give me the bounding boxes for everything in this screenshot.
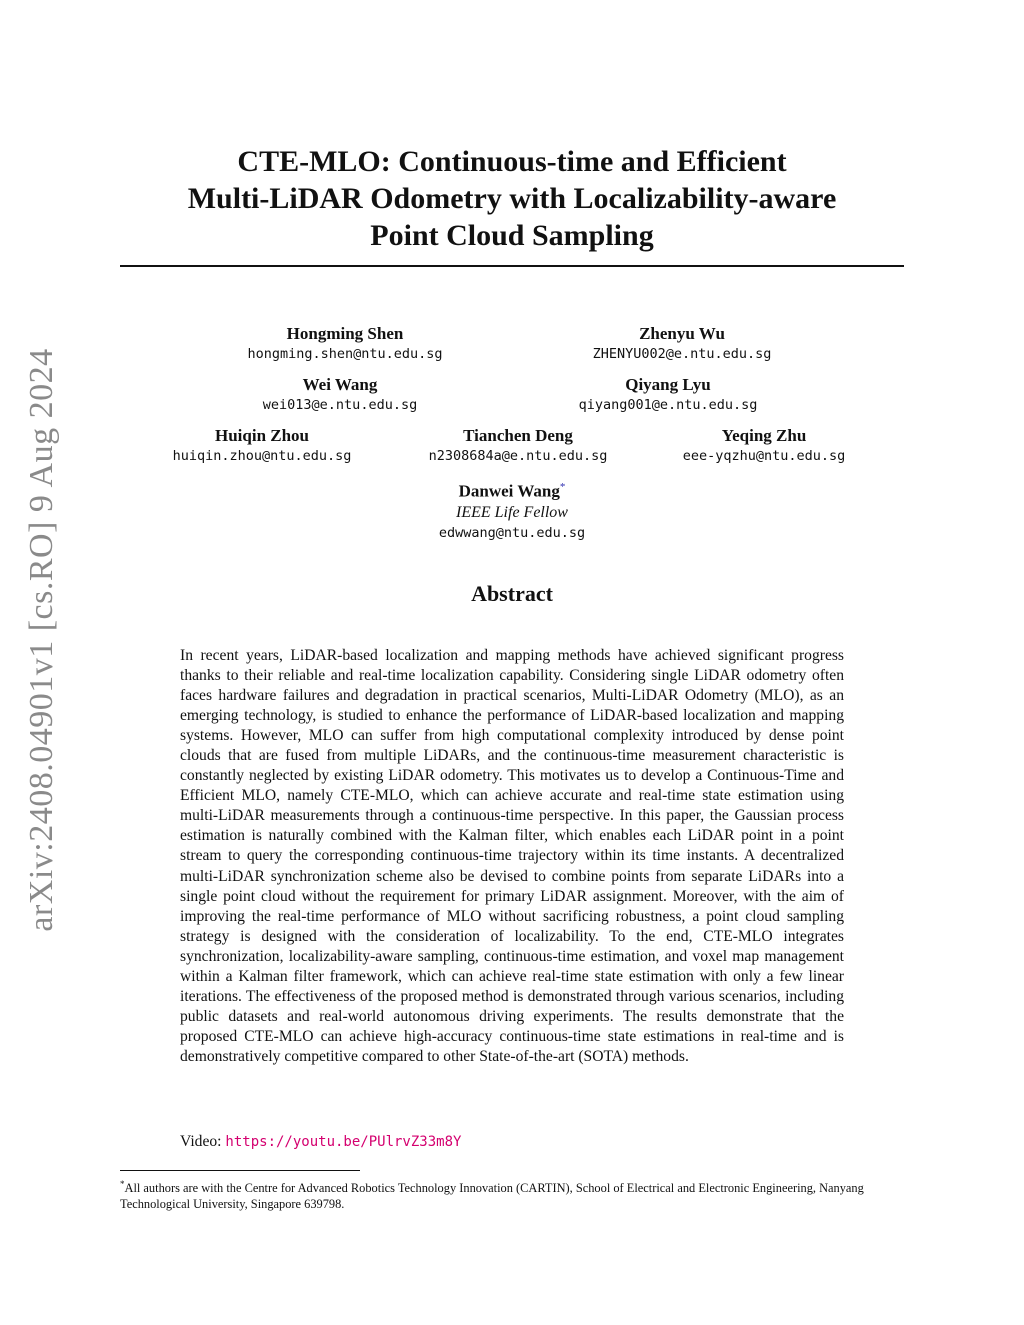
author-name: Hongming Shen xyxy=(286,324,404,343)
footnote-marker: * xyxy=(120,1179,125,1189)
arxiv-stamp-text: arXiv:2408.04901v1 [cs.RO] 9 Aug 2024 xyxy=(23,348,60,932)
footnote-text: All authors are with the Centre for Advanced Robotics Technology Innovation (CARTIN), School of Electrical and Electronic Engineering, Nanyang Technological University, Singapore 639798. xyxy=(120,1181,864,1212)
video-link-line xyxy=(180,1133,461,1151)
author-block xyxy=(112,426,412,467)
author-email[interactable]: qiyang001@e.ntu.edu.sg xyxy=(578,397,758,413)
author-name: Yeqing Zhu xyxy=(721,426,807,445)
author-name: Qiyang Lyu xyxy=(625,375,711,394)
author-block xyxy=(518,375,818,416)
author-email[interactable]: hongming.shen@ntu.edu.sg xyxy=(247,346,443,362)
author-name: Huiqin Zhou xyxy=(214,426,310,445)
author-block xyxy=(195,324,495,365)
video-link[interactable]: https://youtu.be/PUlrvZ33m8Y xyxy=(225,1134,462,1150)
author-block xyxy=(362,477,662,544)
author-block xyxy=(532,324,832,365)
author-name xyxy=(362,477,662,502)
author-block xyxy=(614,426,914,467)
footnote-marker[interactable]: * xyxy=(559,481,566,493)
abstract-heading: Abstract xyxy=(471,581,553,606)
author-email[interactable]: edwwang@ntu.edu.sg xyxy=(438,524,586,541)
author-block xyxy=(190,375,490,416)
author-email[interactable]: eee-yqzhu@ntu.edu.sg xyxy=(682,448,846,464)
author-affiliation: IEEE Life Fellow xyxy=(456,503,568,521)
footnote xyxy=(120,1176,910,1212)
author-name: Zhenyu Wu xyxy=(639,324,725,343)
video-label: Video: xyxy=(180,1133,222,1150)
author-email[interactable]: ZHENYU002@e.ntu.edu.sg xyxy=(592,346,772,362)
author-email[interactable]: n2308684a@e.ntu.edu.sg xyxy=(428,448,608,464)
author-email[interactable]: wei013@e.ntu.edu.sg xyxy=(262,397,418,413)
author-email[interactable]: huiqin.zhou@ntu.edu.sg xyxy=(172,448,352,464)
title-line-3: Point Cloud Sampling xyxy=(370,219,654,252)
abstract-body: In recent years, LiDAR-based localization and mapping methods have achieved significant progress thanks to their reliable and real-time localization capability. Considering single LiDAR odometry often faces hardware failures and degradation in practical scenarios, Multi-LiDAR Odometry (MLO), as an emerging technology, is studied to enhance the performance of LiDAR-based localization and mapping systems. However, MLO can suffer from high computational complexity introduced by dense point clouds that are fused from multiple LiDARs, and the continuous-time measurement characteristic is constantly neglected by existing LiDAR odometry. This motivates us to develop a Continuous-Time and Efficient MLO, namely CTE-MLO, which can achieve accurate and real-time state estimation using multi-LiDAR measurements through a continuous-time perspective. In this paper, the Gaussian process estimation is naturally combined with the Kalman filter, which enables each LiDAR point in a point stream to query the corresponding continuous-time trajectory within its time instants. A decentralized multi-LiDAR synchronization scheme also be devised to combine points from separate LiDARs into a single point cloud without the requirement for primary LiDAR assignment. Moreover, with the aim of improving the real-time performance of MLO without sacrificing robustness, a point cloud sampling strategy is designed with the consideration of localizability. To the end, CTE-MLO integrates synchronization, localizability-aware sampling, continuous-time estimation, and voxel map management within a Kalman filter framework, which can achieve real-time state estimation with only a few linear iterations. The effectiveness of the proposed method is demonstrated through various scenarios, including public datasets and real-world autonomous driving experiments. The results demonstrate that the proposed CTE-MLO can achieve high-accuracy continuous-time state estimations in real-time and is demonstratively competitive compared to other State-of-the-art (SOTA) methods. xyxy=(180,647,844,1065)
paper-title xyxy=(120,143,904,254)
author-name: Wei Wang xyxy=(302,375,378,394)
title-line-2: Multi-LiDAR Odometry with Localizability-aware xyxy=(187,182,837,215)
title-line-1: CTE-MLO: Continuous-time and Efficient xyxy=(237,145,787,178)
author-name: Tianchen Deng xyxy=(463,426,573,445)
footnote-divider xyxy=(120,1170,360,1171)
author-name-text: Danwei Wang xyxy=(458,481,560,501)
title-divider xyxy=(120,265,904,267)
